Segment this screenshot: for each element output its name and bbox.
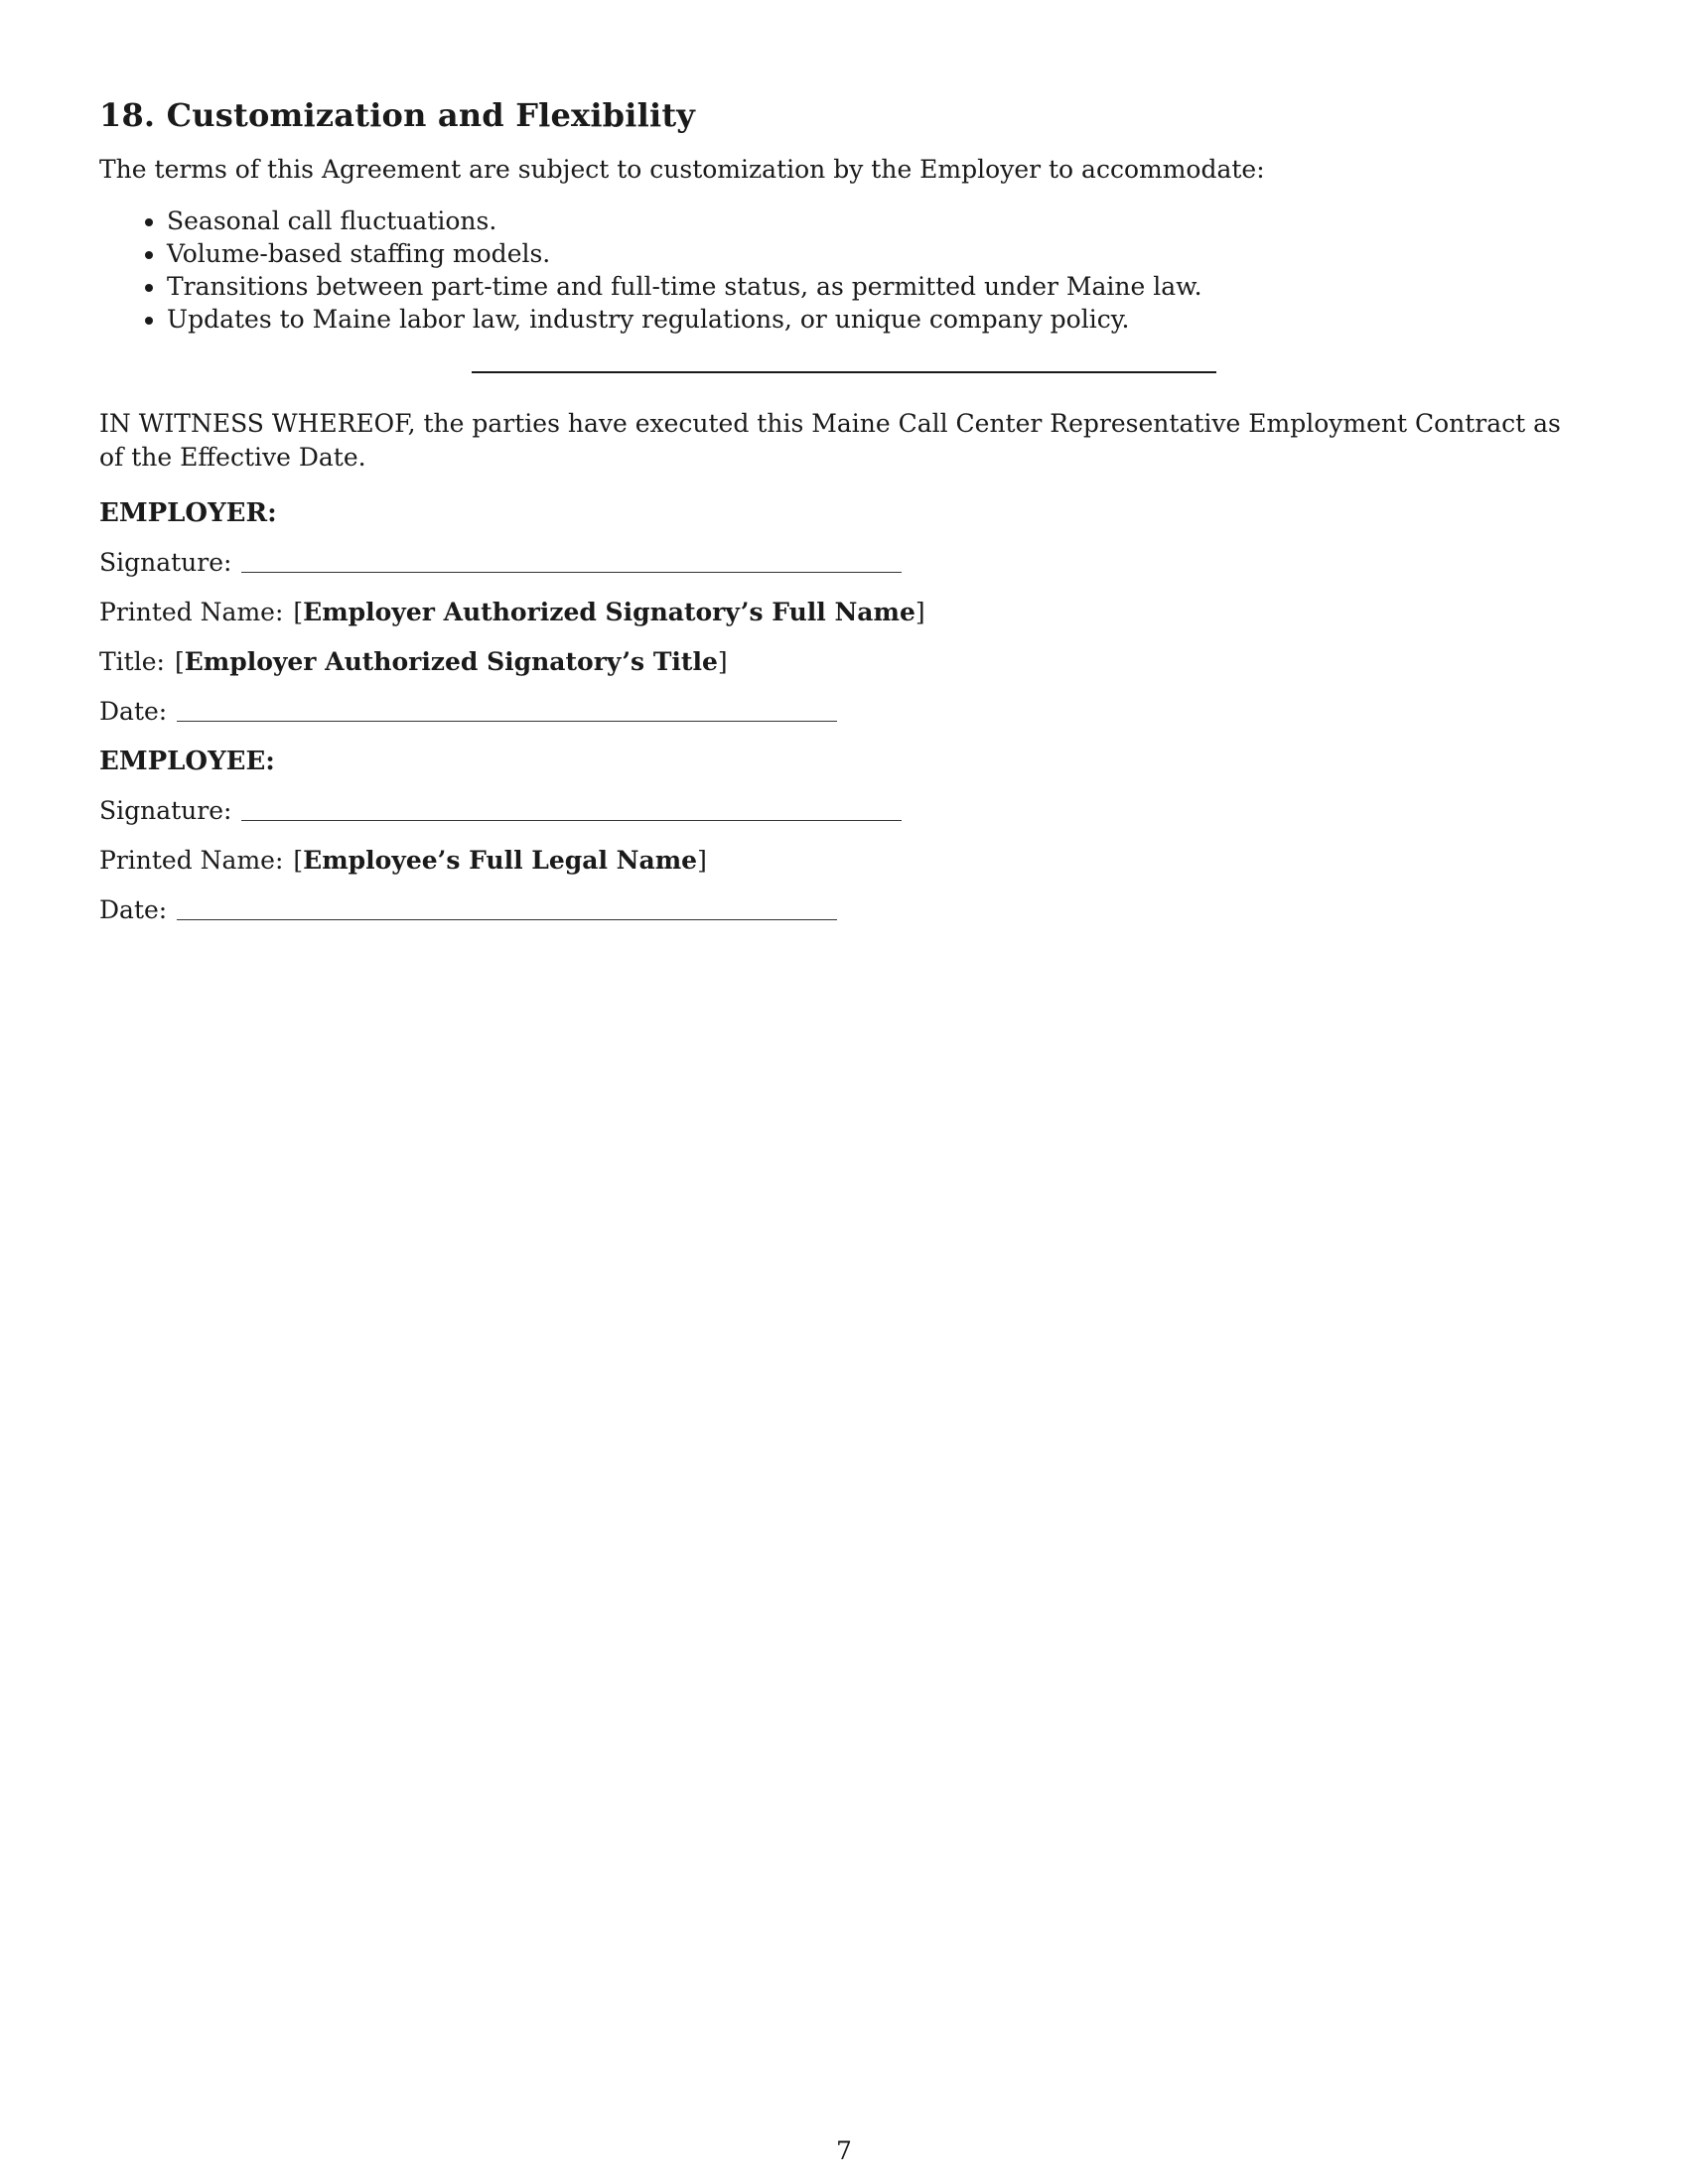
section-heading: 18. Customization and Flexibility (99, 96, 696, 134)
customization-list (99, 205, 1589, 336)
employee-printed-name-placeholder: [Employee’s Full Legal Name] (293, 846, 707, 875)
employee-date-line[interactable] (177, 919, 837, 920)
horizontal-rule (472, 371, 1216, 373)
employee-signature-row (99, 794, 1589, 828)
list-item: • Transitions between part-time and full-time status, as permitted under Maine law. (167, 270, 1589, 303)
list-item: • Updates to Maine labor law, industry regulations, or unique company policy. (167, 303, 1589, 336)
section-intro: The terms of this Agreement are subject to customization by the Employer to accommodate: (99, 155, 1265, 184)
employee-heading: EMPLOYEE: (99, 747, 275, 776)
employer-signature-line[interactable] (241, 572, 902, 573)
employer-date-line[interactable] (177, 721, 837, 722)
employee-signature-line[interactable] (241, 820, 902, 821)
list-item: • Seasonal call fluctuations. (167, 205, 1589, 237)
employer-heading: EMPLOYER: (99, 498, 277, 528)
employer-date-label: Date: (99, 697, 168, 726)
employer-signature-row (99, 546, 1589, 580)
employer-printed-name-row (99, 596, 1589, 629)
employer-title-label: Title: (99, 647, 165, 676)
employee-printed-name-row (99, 844, 1589, 878)
witness-statement: IN WITNESS WHEREOF, the parties have executed this Maine Call Center Representative Employment Contract as of the Effective Date. (99, 409, 1561, 472)
page-number: 7 (836, 2136, 852, 2165)
employee-date-label: Date: (99, 895, 168, 924)
employee-date-row (99, 893, 1589, 927)
employer-signature-label: Signature: (99, 548, 232, 577)
employer-title-placeholder: [Employer Authorized Signatory’s Title] (174, 647, 728, 676)
employer-printed-name-label: Printed Name: (99, 598, 284, 626)
employer-printed-name-placeholder: [Employer Authorized Signatory’s Full Name] (293, 598, 925, 626)
list-item: • Volume-based staffing models. (167, 237, 1589, 270)
employee-printed-name-label: Printed Name: (99, 846, 284, 875)
employee-signature-label: Signature: (99, 796, 232, 825)
employer-date-row (99, 695, 1589, 729)
document-page (99, 95, 1589, 943)
employer-title-row (99, 645, 1589, 679)
